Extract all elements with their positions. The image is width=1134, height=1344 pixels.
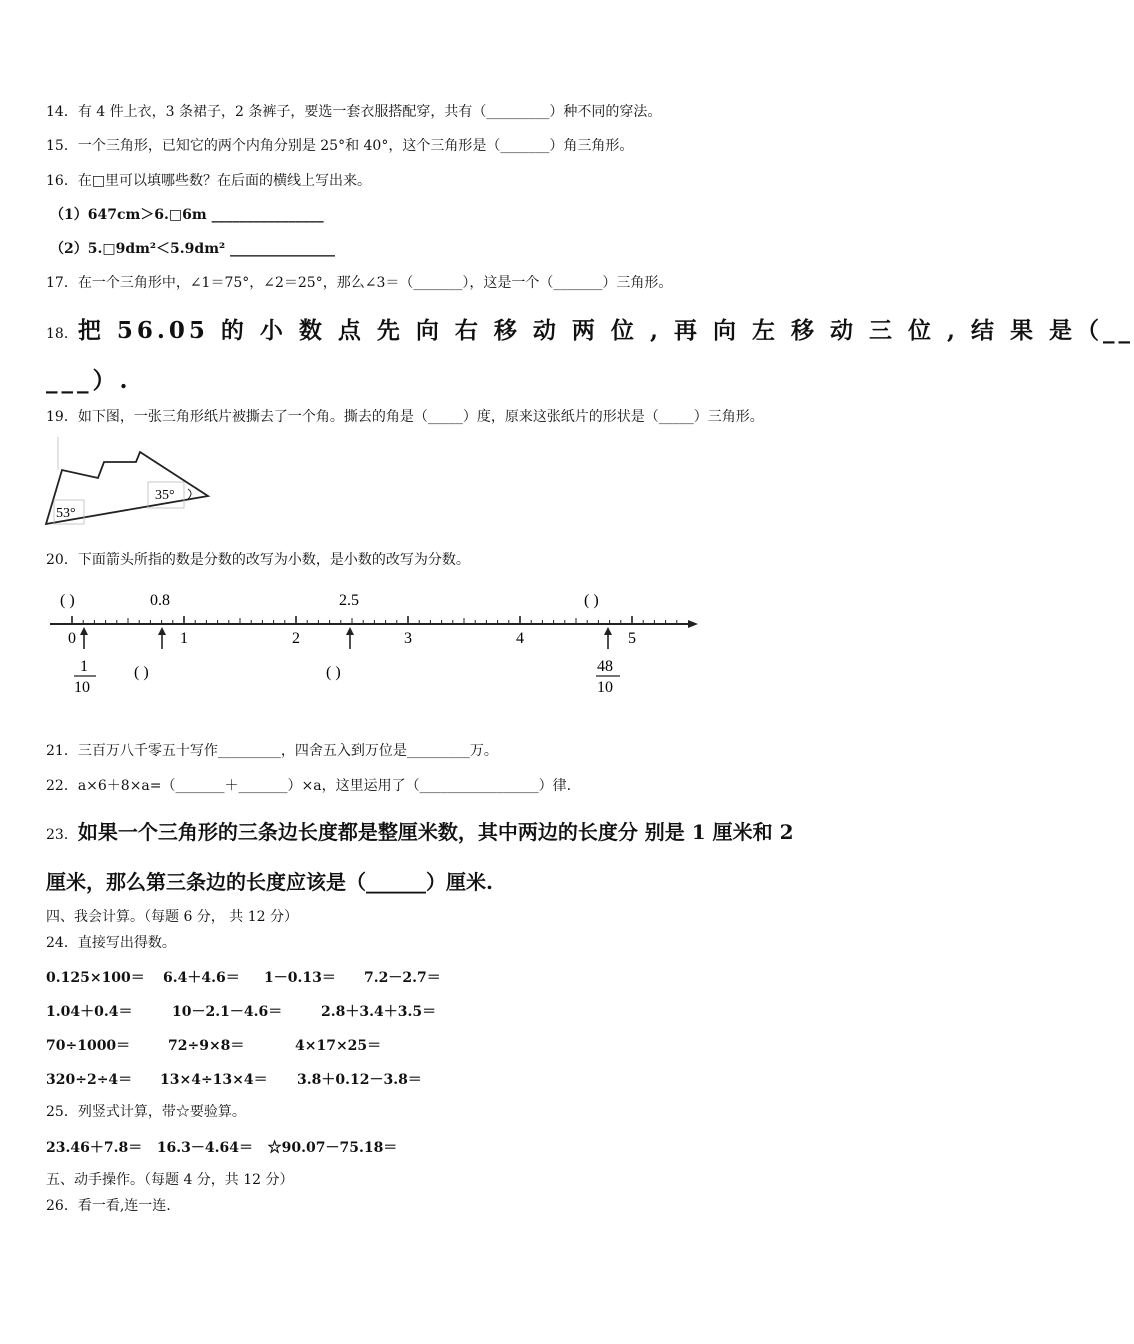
tick-label-2: 2: [292, 630, 300, 647]
question-18-text: 把 56.05 的 小 数 点 先 向 右 移 动 两 位 , 再 向 左 移 动 三 位 , 结 果 是（__: [77, 317, 1134, 344]
blank-under-2-5: ( ): [326, 664, 341, 681]
question-18: [46, 316, 1134, 346]
question-22: 22．a×6＋8×a=（_______＋_______）×a，这里运用了（_________________）律.: [46, 778, 572, 794]
tick-label-0: 0: [68, 630, 76, 647]
question-23-continued: 厘米，那么第三条边的长度应该是（______）厘米.: [46, 870, 493, 894]
arrow-at-0-1: [80, 627, 88, 649]
question-25-items: 23.46＋7.8＝ 16.3－4.64＝ ☆90.07－75.18＝: [46, 1140, 398, 1156]
fraction-2-numerator: 48: [597, 658, 613, 675]
top-blank-right: ( ): [584, 592, 599, 609]
question-18-continued: ___）.: [46, 367, 132, 394]
calc-item: 72÷9×8＝: [168, 1038, 245, 1054]
number-line-figure: [40, 585, 710, 705]
fraction-1-denominator: 10: [74, 679, 90, 696]
question-20: 20．下面箭头所指的数是分数的改写为小数，是小数的改写为分数。: [46, 552, 470, 568]
calc-item: 2.8＋3.4＋3.5＝: [321, 1004, 437, 1020]
calc-item: 3.8＋0.12－3.8＝: [297, 1072, 422, 1088]
question-16-part-1: （1）647cm＞6.□6m ________________: [50, 207, 324, 223]
fraction-1-numerator: 1: [80, 658, 88, 675]
question-18-number: 18．: [46, 326, 78, 342]
question-16: 16．在□里可以填哪些数？在后面的横线上写出来。: [46, 173, 372, 189]
arrow-at-4-8: [604, 627, 612, 649]
question-15: 15．一个三角形，已知它的两个内角分别是 25°和 40°，这个三角形是（_______）角三角形。: [46, 138, 634, 154]
top-label-0-8: 0.8: [150, 592, 170, 609]
tick-label-3: 3: [404, 630, 412, 647]
calc-item: 13×4÷13×4＝: [160, 1072, 268, 1088]
question-23-number: 23．: [46, 827, 78, 843]
question-19: 19．如下图，一张三角形纸片被撕去了一个角。撕去的角是（_____）度，原来这张纸片的形状是（_____）三角形。: [46, 409, 764, 425]
blank-under-0-8: ( ): [134, 664, 149, 681]
section-5-heading: 五、动手操作。（每题 4 分，共 12 分）: [46, 1172, 294, 1188]
tick-label-5: 5: [628, 630, 636, 647]
question-16-part-2: （2）5.□9dm²＜5.9dm² _______________: [50, 241, 336, 257]
tick-label-1: 1: [180, 630, 188, 647]
calc-item: 7.2－2.7＝: [364, 970, 441, 986]
arrow-at-2-5: [346, 627, 354, 649]
angle-b-label: 35°: [155, 488, 175, 503]
calc-item: 1.04＋0.4＝: [46, 1004, 133, 1020]
calc-item: 4×17×25＝: [295, 1038, 382, 1054]
calc-item: 6.4＋4.6＝: [163, 970, 240, 986]
question-14: 14．有 4 件上衣，3 条裙子，2 条裤子，要选一套衣服搭配穿，共有（_________）种不同的穿法。: [46, 104, 662, 120]
torn-triangle-figure: [40, 432, 220, 532]
question-17: 17．在一个三角形中，∠1＝75°，∠2＝25°，那么∠3＝（_______），这是一个（_______）三角形。: [46, 275, 673, 291]
section-4-heading: 四、我会计算。（每题 6 分， 共 12 分）: [46, 909, 298, 925]
tick-label-4: 4: [516, 630, 524, 647]
angle-a-label: 53°: [56, 506, 76, 521]
calc-item: 10－2.1－4.6＝: [172, 1004, 283, 1020]
fraction-2-denominator: 10: [597, 679, 613, 696]
top-blank-left: ( ): [60, 592, 75, 609]
question-21: 21．三百万八千零五十写作_________，四舍五入到万位是_________万。: [46, 743, 498, 759]
question-24: 24．直接写出得数。: [46, 935, 176, 951]
angle-b-arc: [188, 489, 191, 499]
axis-ticks: [72, 616, 677, 624]
calc-item: 70÷1000＝: [46, 1038, 131, 1054]
calc-item: 320÷2÷4＝: [46, 1072, 133, 1088]
axis-arrowhead: [688, 620, 698, 628]
question-23: [46, 818, 794, 846]
question-25: 25．列竖式计算，带☆要验算。: [46, 1104, 246, 1120]
calc-item: 1－0.13＝: [264, 970, 336, 986]
arrow-at-0-8: [158, 627, 166, 649]
calc-item: 0.125×100＝: [46, 970, 145, 986]
question-26: 26．看一看,连一连.: [46, 1198, 171, 1214]
top-label-2-5: 2.5: [339, 592, 359, 609]
question-23-text: 如果一个三角形的三条边长度都是整厘米数，其中两边的长度分 别是 1 厘米和 2: [77, 820, 794, 844]
